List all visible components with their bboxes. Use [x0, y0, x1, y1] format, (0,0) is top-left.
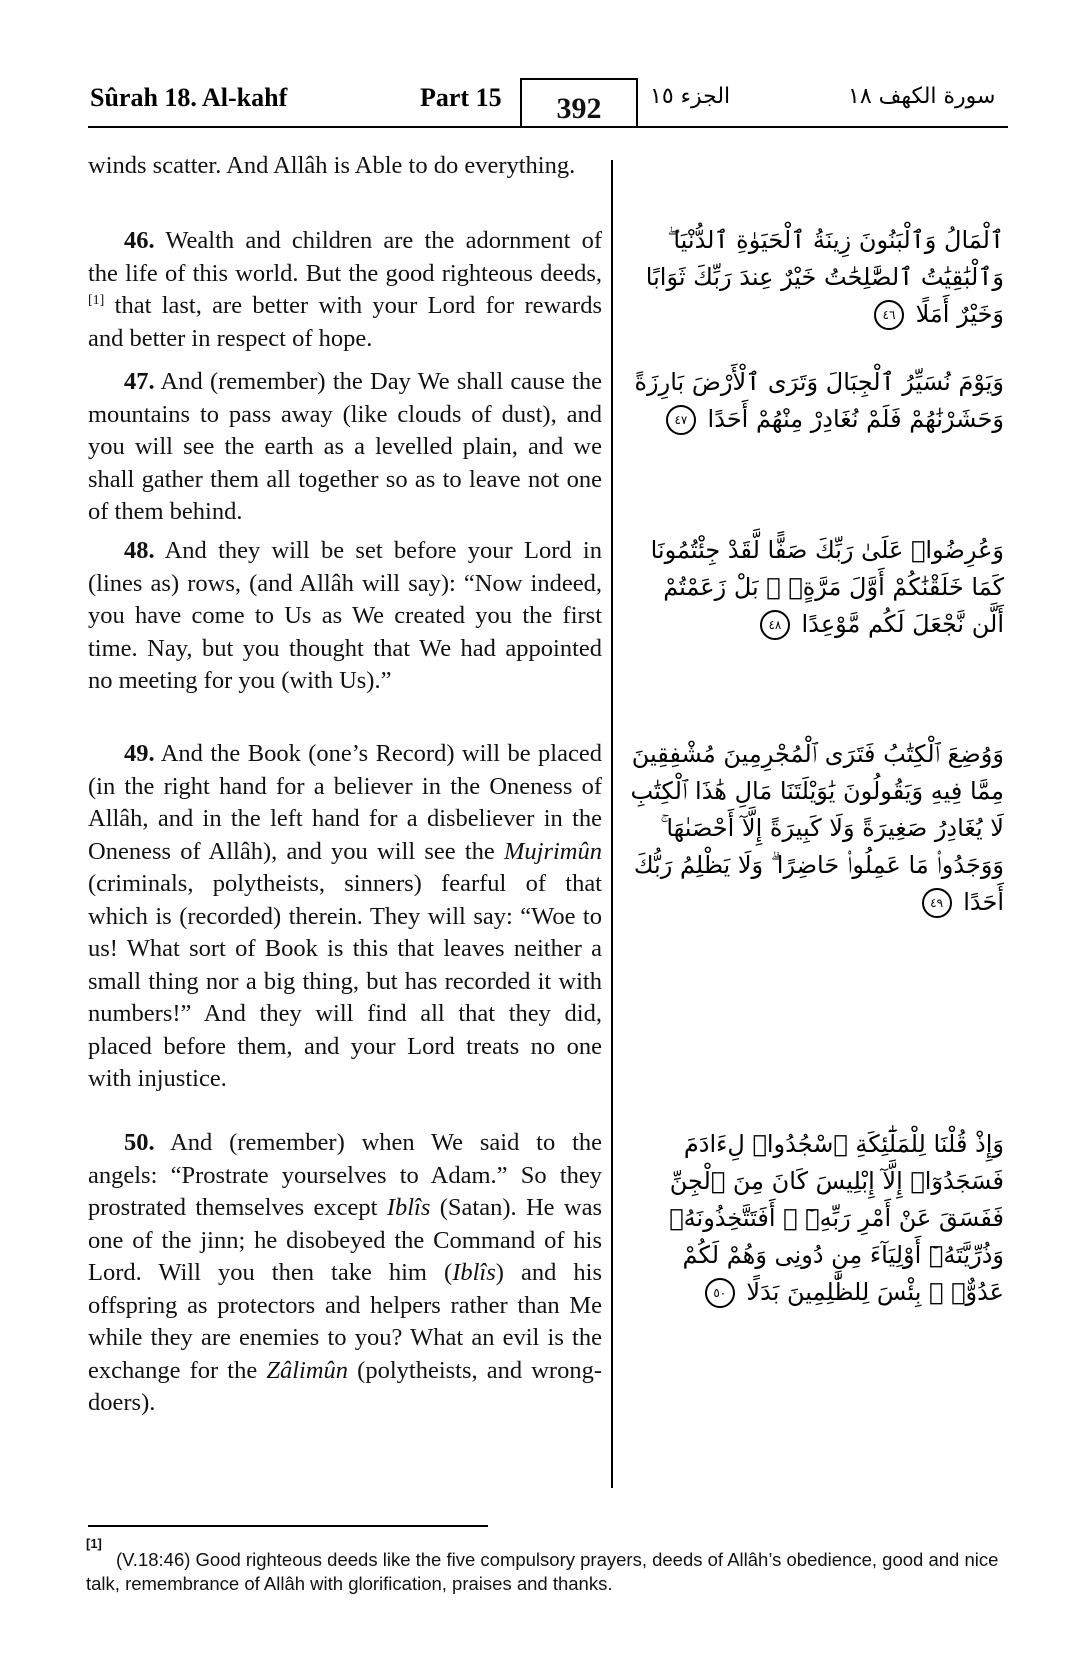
italic-term: Iblîs — [386, 1194, 431, 1221]
translation-verse-46 — [88, 225, 602, 355]
arabic-verse-50 — [624, 1126, 1004, 1311]
verse-text: Wealth and children are the adornment of the life of this world. But the good righteous deeds, — [88, 227, 602, 287]
ayah-number-icon: ٤٧ — [666, 405, 696, 435]
header-part-arabic: الجزء ١٥ — [650, 84, 731, 109]
verse-text: (criminals, polytheists, sinners) fearful of that which is (recorded) therein. They will say: “Woe to us! What sort of Book is this that leaves neither a small thing nor a big thing, but has recorded it with numbers!” And they will find all that they did, placed before them, and your Lord treats no one with injustice. — [88, 870, 602, 1092]
arabic-text: وَإِذْ قُلْنَا لِلْمَلَٰٓئِكَةِ ٱسْجُدُوا۟ لِءَادَمَ فَسَجَدُوٓا۟ إِلَّآ إِبْلِيسَ كَانَ مِنَ ٱلْجِنِّ فَفَسَقَ عَنْ أَمْرِ رَبِّهِۦٓ ۗ أَفَتَتَّخِذُونَهُۥ وَذُرِّيَّتَهُۥٓ أَوْلِيَآءَ مِن دُونِى وَهُمْ لَكُمْ عَدُوٌّۢ ۚ بِئْسَ لِلظَّٰلِمِينَ بَدَلًا — [669, 1130, 1004, 1306]
italic-term: Mujrimûn — [504, 837, 602, 865]
arabic-verse-49 — [624, 736, 1004, 921]
page-number-box — [520, 78, 638, 128]
ayah-number-icon: ٤٨ — [760, 610, 790, 640]
verse-text: (Satan). He was one of the jinn; he disobeyed the Command of his Lord. Will you then take him ( — [88, 1194, 602, 1286]
verse-number: 49. — [124, 740, 155, 767]
footnote-reference[interactable]: [1] — [88, 292, 105, 308]
footnote-mark: [1] — [86, 1536, 102, 1551]
arabic-verse-48 — [624, 532, 1004, 643]
verse-text: And (remember) the Day We shall cause the mountains to pass away (like clouds of dust), and you will see the earth as a levelled plain, and we shall gather them all together so as to leave not one of them behind. — [88, 368, 602, 525]
arabic-text: وَيَوْمَ نُسَيِّرُ ٱلْجِبَالَ وَتَرَى ٱلْأَرْضَ بَارِزَةً وَحَشَرْنَٰهُمْ فَلَمْ نُغَادِرْ مِنْهُمْ أَحَدًا — [634, 368, 1004, 433]
footnote-text: (V.18:46) Good righteous deeds like the five compulsory prayers, deeds of Allâh’s obedience, good and nice talk, remembrance of Allâh with glorification, praises and thanks. — [86, 1549, 999, 1594]
verse-text: ) and his offspring as protectors and helpers rather than Me while they are enemies to you? What an evil is the exchange for the — [88, 1259, 602, 1384]
verse-text: And (remember) when We said to the angels: “Prostrate yourselves to Adam.” So they prostrated themselves except — [88, 1129, 602, 1221]
translation-verse-49 — [88, 738, 602, 1096]
header-rule — [88, 126, 1008, 128]
italic-term: Iblîs — [452, 1259, 496, 1286]
verse-text: that last, are better with your Lord for rewards and better in respect of hope. — [88, 292, 602, 352]
verse-number: 48. — [124, 537, 155, 564]
verse-number: 47. — [124, 368, 155, 395]
ayah-number-icon: ٥٠ — [705, 1278, 735, 1308]
translation-verse-50 — [88, 1127, 602, 1420]
arabic-text: وَوُضِعَ ٱلْكِتَٰبُ فَتَرَى ٱلْمُجْرِمِينَ مُشْفِقِينَ مِمَّا فِيهِ وَيَقُولُونَ يَٰوَيْلَتَنَا مَالِ هَٰذَا ٱلْكِتَٰبِ لَا يُغَادِرُ صَغِيرَةً وَلَا كَبِيرَةً إِلَّآ أَحْصَىٰهَا ۚ وَوَجَدُوا۟ مَا عَمِلُوا۟ حَاضِرًا ۗ وَلَا يَظْلِمُ رَبُّكَ أَحَدًا — [630, 740, 1004, 916]
translation-continuation: winds scatter. And Allâh is Able to do everything. — [88, 152, 576, 179]
arabic-text: ٱلْمَالُ وَٱلْبَنُونَ زِينَةُ ٱلْحَيَوٰةِ ٱلدُّنْيَا ۖ وَٱلْبَٰقِيَٰتُ ٱلصَّٰلِحَٰتُ خَيْرٌ عِندَ رَبِّكَ ثَوَابًا وَخَيْرٌ أَمَلًا — [645, 226, 1004, 328]
ayah-number-icon: ٤٩ — [922, 888, 952, 918]
italic-term: Zâlimûn — [266, 1356, 349, 1384]
arabic-verse-46 — [624, 222, 1004, 333]
verse-number: 50. — [124, 1129, 155, 1156]
verse-number: 46. — [124, 227, 155, 254]
verse-text: And they will be set before your Lord in (lines as) rows, (and Allâh will say): “Now indeed, you have come to Us as We created you the first time. Nay, but you thought that We had appointed no meeting for you (with Us).” — [88, 537, 602, 694]
footnote-rule — [88, 1525, 488, 1527]
arabic-text: وَعُرِضُوا۟ عَلَىٰ رَبِّكَ صَفًّا لَّقَدْ جِئْتُمُونَا كَمَا خَلَقْنَٰكُمْ أَوَّلَ مَرَّةٍۭ ۚ بَلْ زَعَمْتُمْ أَلَّن نَّجْعَلَ لَكُم مَّوْعِدًا — [650, 536, 1004, 638]
translation-verse-48 — [88, 535, 602, 698]
arabic-verse-47 — [624, 364, 1004, 438]
header-surah-arabic: سورة الكهف ١٨ — [848, 84, 996, 109]
ayah-number-icon: ٤٦ — [874, 300, 904, 330]
header-surah-english: Sûrah 18. Al-kahf — [90, 83, 288, 112]
verse-text: And the Book (one’s Record) will be placed (in the right hand for a believer in the Oneness of Allâh, and in the left hand for a disbeliever in the Oneness of Allâh), and you will see the — [88, 740, 602, 865]
page-number: 392 — [556, 92, 602, 125]
translation-verse-47 — [88, 366, 602, 529]
column-divider — [611, 160, 613, 1488]
verse-text: (polytheists, and wrong-doers). — [88, 1356, 602, 1416]
header-part-english: Part 15 — [420, 83, 502, 112]
